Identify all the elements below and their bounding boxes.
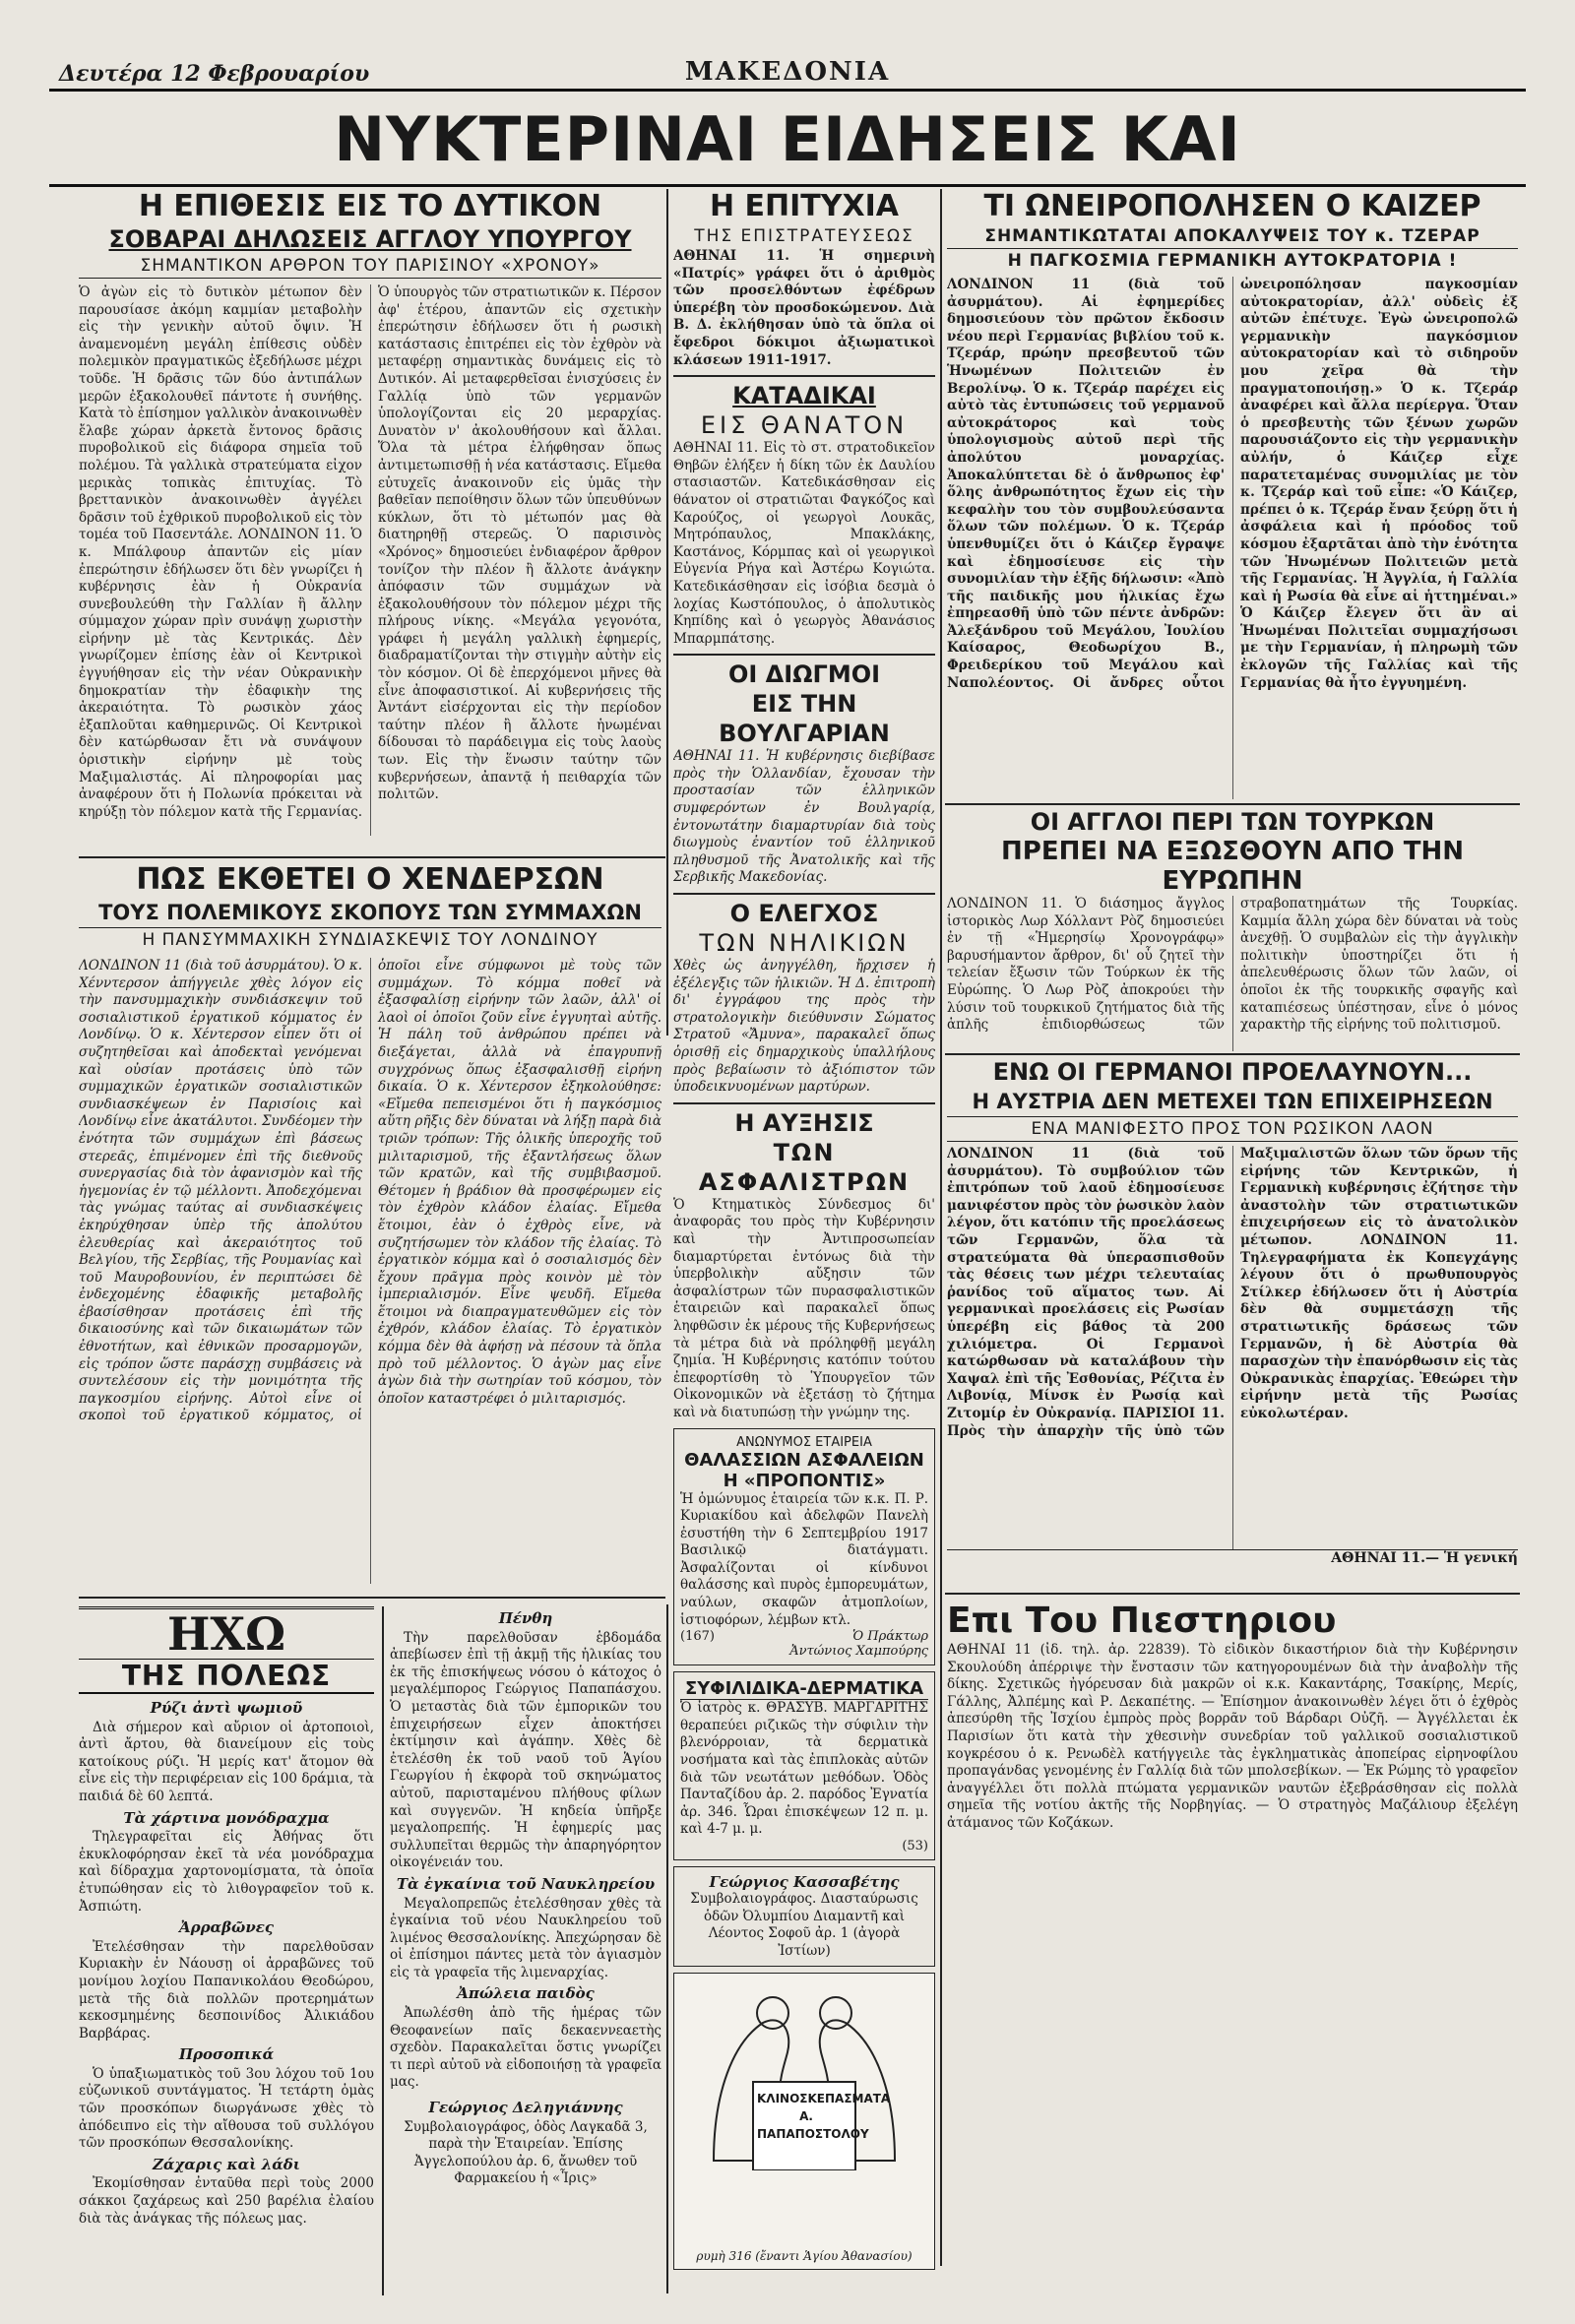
blankets-ad: [673, 1973, 935, 2270]
article-title: Η ΕΠΙΘΕΣΙΣ ΕΙΣ ΤΟ ΔΥΤΙΚΟΝ: [138, 189, 602, 223]
echo-column: [79, 1606, 374, 2295]
echo-items: [79, 1700, 374, 2228]
article-body: Ὁ ἀγὼν εἰς τὸ δυτικὸν μέτωπον δὲν παρουσίασε ἀκόμη καμμίαν μεταβολὴν εἰς τὴν γενικὴν αὐτοῦ ὄψιν. Ἡ ἀναμενομένη μεγάλη ἐπίθεσις οὐδὲν πολεμικὸν πραγματικῶς ἐξεδήλωσε μέχρι τοῦδε. Ἡ δρᾶσις τῶν δύο ἀντιπάλων μερῶν ἐξακολουθεῖ πάντοτε ἡ συνήθης. Κατὰ τὸ ἐπίσημον γαλλικὸν ἀνακοινωθὲν ἔλαβε χώραν ἀρκετὰ ἔντονος δρᾶσις πυροβολικοῦ εἰς διάφορα σημεῖα τοῦ πολέμου. Τὰ γαλλικὰ στρατεύματα εἰχον μερικὰς τοπικὰς ἐπιτυχίας. Τὸ βρεττανικὸν ἀνακοινωθὲν ἀγγέλει δρᾶσιν τοῦ ἐχθρικοῦ πυροβολικοῦ εἰς τὸν τομέα τοῦ Πασεντάλε. ΛΟΝΔΙΝΟΝ 11. Ὁ κ. Μπάλφουρ ἀπαντῶν εἰς μίαν ἐπερώτησιν ἐδήλωσεν ὅτι δὲν γνωρίζει ἡ κυβέρνησις ἐὰν ἡ Οὐκρανία συνεβουλεύθη τὴν Γαλλίαν ἢ ἄλλην σύμμαχον χώραν πρὶν συνάψῃ χωριστὴν εἰρήνην μὲ τὰς Κεντρικάς. Δὲν γνωρίζομεν ἐπίσης ἐὰν οἱ Κεντρικοὶ ἐγγυήθησαν εἰς τὴν νέαν Οὐκρανικὴν δημοκρατίαν τὴν ἐδαφικὴν της ἀκεραιότητα. Τὸ ρωσικὸν χάος ἐξαπλοῦται καθημερινῶς. Οἱ Κεντρικοὶ δὲν κατώρθωσαν ἔτι νὰ συνάψουν ὁριστικὴν εἰρήνην μὲ τοὺς Μαξιμαλιστάς. Αἱ πληροφορίαι μας ἀναφέρουν ὅτι ἡ Πολωνία πρόκειται νὰ κηρύξῃ τὸν πόλεμον κατὰ τῆς Γερμανίας. Ὁ ὑπουργὸς τῶν στρατιωτικῶν κ. Πέρσον ἀφ' ἑτέρου, ἀπαντῶν εἰς σχετικὴν ἐπερώτησιν ἐδήλωσεν ὅτι ἡ ρωσικὴ κατάστασις ἐπιτρέπει εἰς τὸν ἐχθρὸν νὰ μεταφέρῃ σημαντικὰς δυνάμεις εἰς τὸ Δυτικόν. Αἱ μεταφερθεῖσαι ἐνισχύσεις ἐν Γαλλίᾳ ὑπὸ τῶν γερμανῶν ὑπολογίζονται εἰς 20 μεραρχίας. Δυνατὸν ν' ἀκολουθήσουν καὶ ἄλλαι. Ὅλα τὰ μέτρα ἐλήφθησαν ὅπως ἀντιμετωπισθῇ ἡ νέα κατάστασις. Εἴμεθα εὐτυχεῖς ἀνακοινοῦν εἰς ὑμᾶς τὴν βαθεῖαν πεποίθησιν ὅλων τῶν ὑπευθύνων κύκλων, ὅτι τὸ μέτωπόν μας θὰ διατηρηθῇ στερεῶς. Ὁ παρισινὸς «Χρόνος» δημοσιεύει ἐνδιαφέρον ἄρθρον τονίζον τὴν πλέον ἢ ἄλλοτε ἀνάγκην ἀπόφασιν τῶν συμμάχων νὰ ἐξακολουθήσουν τὸν πόλεμον μέχρι τῆς πλήρους νίκης. «Μεγάλα γεγονότα, γράφει ἡ μεγάλη γαλλικὴ ἐφημερίς, διαδραματίζονται τὴν στιγμὴν αὐτὴν εἰς τὸν κόσμον. Οἱ δὲ ἐπερχόμενοι μῆνες θὰ εἶνε ἀποφασιστικοί. Αἱ κυβερνήσεις τῆς Ἀντάντ εἰσέρχονται εἰς τὴν περίοδον ταύτην πλέον ἢ ἄλλοτε ἡνωμέναι δίδουσαι τὸ παράδειγμα εἰς τοὺς λαοὺς των. Εἰς τὴν ἕνωσιν ταύτην τῶν κυβερνήσεων, ἀπαντᾷ ἡ πειθαρχία τῶν πολιτῶν.: [79, 284, 662, 820]
article-subtitle-secondary: ΣΗΜΑΝΤΙΚΟΝ ΑΡΘΡΟΝ ΤΟΥ ΠΑΡΙΣΙΝΟΥ «ΧΡΟΝΟΥ»: [79, 254, 662, 279]
article-press: [947, 1601, 1518, 2290]
column-rule: [382, 1606, 384, 2295]
ad-title: ΘΑΛΑΣΣΙΩΝ ΑΣΦΑΛΕΙΩΝ: [684, 1449, 924, 1471]
ad-company-type: ΑΝΩΝΥΜΟΣ ΕΤΑΙΡΕΙΑ: [736, 1434, 872, 1450]
ad-product-name: ΚΛΙΝΟΣΚΕΠΑΣΜΑΤΑ: [757, 2092, 891, 2106]
column-rule: [940, 189, 942, 2266]
article-title: ΟΙ ΔΙΩΓΜΟΙ: [727, 660, 881, 689]
ad-seller-name: Α. ΠΑΠΑΠΟΣΤΟΛΟΥ: [757, 2109, 869, 2142]
section-divider: [79, 1597, 665, 1599]
insurance-ad: [673, 1428, 935, 1666]
article-title: Ο ΕΛΕΓΧΟΣ: [729, 900, 879, 928]
article-title-secondary: ΠΡΕΠΕΙ ΝΑ ΕΞΩΣΘΟΥΝ ΑΠΟ ΤΗΝ ΕΥΡΩΠΗΝ: [1001, 837, 1464, 896]
article-subtitle-secondary: ΕΝΑ ΜΑΝΙΦΕΣΤΟ ΠΡΟΣ ΤΟΝ ΡΩΣΙΚΟΝ ΛΑΟΝ: [947, 1116, 1518, 1142]
article-subtitle: ΤΟΥΣ ΠΟΛΕΜΙΚΟΥΣ ΣΚΟΠΟΥΣ ΤΩΝ ΣΥΜΜΑΧΩΝ: [79, 898, 662, 928]
ad-title-name: Η «ΠΡΟΠΟΝΤΙΣ»: [723, 1470, 886, 1491]
article-body: ΑΘΗΝΑΙ 11. Ἡ κυβέρνησις διεβίβασε πρὸς τὴν Ὁλλανδίαν, ἔχουσαν τὴν προστασίαν τῶν ἑλληνικῶν συμφερόντων ἐν Βουλγαρίᾳ, ἐντονωτάτην διαμαρτυρίαν διὰ τοὺς διωγμοὺς ἐναντίον τοῦ ἑλληνικοῦ πληθυσμοῦ τῆς Ἀνατολικῆς καὶ τῆς Σερβικῆς Μακεδονίας.: [673, 748, 935, 886]
article-body: ΑΘΗΝΑΙ 11. Εἰς τὸ στ. στρατοδικεῖον Θηβῶν ἐλήξεν ἡ δίκη τῶν ἐκ Δαυλίου στασιαστῶν. Κατεδικάσθησαν εἰς θάνατον οἱ στρατιῶται Φαγκόζος καὶ Καρούζος, οἱ γεωργοὶ Λουκᾶς, Μητρόπαυλος, Μπακλάκης, Καστάνος, Κόρμπας καὶ οἱ γεωργικοὶ Εὐγενία Ρήγα καὶ Ἀστέρω Κογιώτα. Κατεδικάσθησαν εἰς ἰσόβια δεσμὰ ὁ λοχίας Κωστόπουλος, ὁ ἀπολυτικὸς Κηπίδης καὶ ὁ γεωργὸς Ἀθανάσιος Μπαρμπάτσης.: [673, 440, 935, 647]
article-title: ΕΝΩ ΟΙ ΓΕΡΜΑΝΟΙ ΠΡΟΕΛΑΥΝΟΥΝ...: [992, 1058, 1473, 1086]
echo-item-text: Ἐκομίσθησαν ἐνταῦθα περὶ τοὺς 2000 σάκκοι ζαχάρεως καὶ 250 βαρέλια ἐλαίου διὰ τὰς ἀνάγκας τῆς πόλεως μας.: [79, 2175, 374, 2227]
article-body: ΑΘΗΝΑΙ 11. Ἡ σημερινὴ «Πατρίς» γράφει ὅτι ὁ ἀριθμὸς τῶν προσελθόντων ἐφέδρων ὑπερέβη τὸν προσδοκώμενον. Διὰ Β. Δ. ἐκλήθησαν ὑπὸ τὰ ὅπλα οἱ ἔφεδροι δόκιμοι ἀξιωματικοὶ κλάσεων 1911-1917.: [673, 248, 935, 368]
section-divider: [945, 1593, 1520, 1595]
article-title: ΤΙ ΩΝΕΙΡΟΠΟΛΗΣΕΝ Ο ΚΑΙΖΕΡ: [983, 189, 1481, 223]
echo-item-text: Ὁ ὑπαξιωματικὸς τοῦ 3ου λόχου τοῦ 1ου εὐζωνικοῦ συντάγματος. Ἡ τετάρτη ὁμὰς τῶν προσκόπων διωργάνωσε χθὲς τὸ ἀπόδειπνο εἰς τὴν αἴθουσα τοῦ συλλόγου τῶν προσκόπων Θεσσαλονίκης.: [79, 2065, 374, 2152]
article-turks: [947, 807, 1518, 1051]
news-text: Μεγαλοπρεπῶς ἐτελέσθησαν χθὲς τὰ ἐγκαίνια τοῦ νέου Ναυκληρείου τοῦ λιμένος Θεσσαλονίκης. Ἀπεχώρησαν δὲ οἱ ἐπίσημοι πάντες μετὰ τὸν ἁγιασμὸν εἰς τὰ γραφεῖα τῆς λιμεναρχίας.: [390, 1895, 662, 1980]
article-subtitle-secondary: Η ΠΑΓΚΟΣΜΙΑ ΓΕΡΜΑΝΙΚΗ ΑΥΤΟΚΡΑΤΟΡΙΑ !: [1007, 251, 1458, 271]
notary-ad-name: Γεώργιος Δεληγιάννης: [428, 2099, 623, 2117]
echo-title: ΗΧΩ: [79, 1606, 374, 1660]
article-body: ΛΟΝΔΙΝΟΝ 11 (διὰ τοῦ ἀσυρμάτου). Ὁ κ. Χένντερσον ἀπήγγειλε χθὲς λόγον εἰς τὴν πανσυμμαχικὴν συνδιάσκεψιν τοῦ σοσιαλιστικοῦ ἐργατικοῦ κόμματος ἐν Λονδίνῳ. Ὁ κ. Χέντερσον εἶπεν ὅτι οἱ συζητηθεῖσαι καὶ ἀποδεκταὶ γενόμεναι καὶ οὐσίαν προτάσεις ὑπὸ τῶν συμμαχικῶν ἐργατικῶν σοσιαλιστικῶν συνδιασκέψεων ἐν Παρισίοις καὶ Λονδίνῳ εἶνε ἀκατάλυτοι. Συνδέομεν τὴν ἐνότητα τῶν συμμάχων ἐπὶ βάσεως στερεᾶς, ἐπιμένομεν ἐπὶ τῆς διεθνοῦς συνεργασίας διὰ τὸν ἀφανισμὸν καὶ τῆς ἡγεμονίας ἐν τῷ μέλλοντι. Ἀποδεχόμεναι τὰς γνώμας ταύτας αἱ συνδιασκέψεις ἐκηρύχθησαν ὑπὲρ τῆς ἀπολύτου ἐλευθερίας καὶ ἀκεραιότητος τοῦ Βελγίου, τῆς Σερβίας, τῆς Ρουμανίας καὶ τοῦ Μαυροβουνίου, ἐν περιπτώσει δὲ ἐνδεχομένης ἐδαφικῆς μεταβολῆς ἐβασίσθησαν προτάσεις ἐπὶ τῆς δικαιοσύνης καὶ τῶν δικαιωμάτων τῶν ἐθνοτήτων, καὶ ἐθνικῶν προσαρμογῶν, εἰς τρόπον ὥστε παράσχῃ συμβάσεις νὰ συντελέσουν εἰς τὴν μονιμότητα τῆς παγκοσμίου εἰρήνης. Αὐτοὶ εἶνε οἱ σκοποὶ τοῦ ἐργατικοῦ κόμματος, οἱ ὁποῖοι εἶνε σύμφωνοι μὲ τοὺς τῶν συμμάχων. Τὸ κόμμα ποθεῖ νὰ ἐξασφαλίσῃ εἰρήνην τῶν λαῶν, ἀλλ' οἱ λαοὶ οἱ ὁποῖοι ζοῦν εἶνε ἐγγυηταὶ αὐτῆς. Ἡ πάλη τοῦ ἀνθρώπου πρέπει νὰ διεξάγεται, ἀλλὰ νὰ ἐπαγρυπνῇ συγχρόνως ὅπως ἐξασφαλισθῇ εἰρήνη δικαία. Ὁ κ. Χέντερσον ἐξηκολούθησε: «Εἴμεθα πεπεισμένοι ὅτι ἡ παγκόσμιος αὕτη ρῆξις δὲν δύναται νὰ λήξῃ παρὰ διὰ τριῶν τρόπων: Τῆς ὁλικῆς ὑπεροχῆς τοῦ μιλιταρισμοῦ, τῆς ἐξαντλήσεως ὅλων τῶν κρατῶν, καὶ τῆς συμβιβασμοῦ. Θέτομεν ἡ βράδιον θὰ προσφέρωμεν εἰς τὸν ἐχθρὸν κλάδον ἐλαίας. Εἴμεθα ἕτοιμοι, ἐὰν ὁ ἐχθρὸς εἶνε, νὰ συζητήσωμεν τὸν κλάδον τῆς ἐλαίας. Τὸ ἐργατικὸν κόμμα καὶ ὁ σοσιαλισμός δὲν ἔχουν πρᾶγμα πρὸς κοινὸν μὲ τὸν ἰμπεριαλισμόν. Εἶνε ψευδῆ. Εἴμεθα ἕτοιμοι νὰ διαπραγματευθῶμεν εἰς τὸν ἐχθρόν, κλάδον ἐλαίας. Τὸ ἐργατικὸν κόμμα δὲν θὰ ἀφήσῃ νὰ πέσουν τὰ ὅπλα πρὸ τοῦ μέλλοντος. Ὁ ἀγὼν μας εἶνε ἀγὼν διὰ τὴν σωτηρίαν τοῦ κόσμου, τὸν ὁποῖον καταστρέφει ὁ μιλιταρισμός.: [79, 958, 662, 1424]
article-title: ΠΩΣ ΕΚΘΕΤΕΙ Ο ΧΕΝΔΕΡΣΩΝ: [136, 862, 604, 897]
ad-address: ρυμὴ 316 (ἔναντι Ἁγίου Ἀθανασίου): [696, 2249, 913, 2264]
ad-title: ΣΥΦΙΛΙΔΙΚΑ-ΔΕΡΜΑΤΙΚΑ: [680, 1678, 928, 1700]
article-kaiser: [947, 189, 1518, 799]
section-divider: [945, 1053, 1520, 1055]
ad-text: Συμβολαιογράφος. Διασταύρωσις ὁδῶν Ὀλυμπίου Διαμαντῆ καὶ Λέοντος Σοφοῦ ἀρ. 1 (ἀγορὰ Ἰστίων): [690, 1891, 918, 1959]
article-germans-advance: [947, 1057, 1518, 1589]
echo-item-head: Ἀρραβῶνες: [178, 1918, 275, 1937]
column-rule: [666, 189, 668, 1036]
article-title: ΚΑΤΑΔΙΚΑΙ: [732, 382, 876, 410]
echo-item-head: Τὰ χάρτινα μονόδραχμα: [123, 1808, 330, 1827]
news-text: Τὴν παρελθοῦσαν ἑβδομάδα ἀπεβίωσεν ἐπὶ τῇ ἀκμῇ τῆς ἡλικίας του ἐκ τῆς ἐπισκήψεως νόσου ὁ κάτοχος ὁ μεγαλέμπορος Γεώργιος Παπαπάσχου. Ὁ μεταστὰς διὰ τῶν ἐμπορικῶν του ἐπιχειρήσεων εἶχεν ἀποκτήσει ἐκτίμησιν καὶ ἀγάπην. Χθὲς δὲ ἐτελέσθη ἐκ τοῦ ναοῦ τοῦ Ἁγίου Γεωργίου ἡ ἐκφορὰ τοῦ σκηνώματος αὐτοῦ, παρισταμένου πλήθους φίλων καὶ συγγενῶν. Ἡ κηδεία ὑπῆρξε μεγαλοπρεπής. Ἡ ἐφημερίς μας συλλυπεῖται θερμῶς τὴν ἀπαρηγόρητον οἰκογένειάν του.: [390, 1629, 662, 1871]
article-title: Η ΑΥΞΗΣΙΣ: [734, 1108, 874, 1137]
ad-name: Γεώργιος Κασσαβέτης: [709, 1873, 900, 1891]
notary-ad-text: Συμβολαιογράφος, ὁδὸς Λαγκαδᾶ 3, παρὰ τὴν Ἑταιρείαν. Ἐπίσης Ἀγγελοπούλου ἀρ. 6, ἄνωθεν τοῦ Φαρμακείου ἡ «Ἶρις»: [404, 2118, 648, 2187]
article-title: Επι Του Πιεστηριου: [947, 1601, 1337, 1641]
news-head-lost-child: Ἀπώλεια παιδὸς: [457, 1984, 595, 2003]
echo-item-head: Προσοπικά: [178, 2045, 275, 2064]
article-title: Η ΕΠΙΤΥΧΙΑ: [709, 189, 899, 223]
masthead: [49, 57, 1526, 87]
article-continuation: ΑΘΗΝΑΙ 11.— Ἡ γενική: [947, 1549, 1518, 1566]
issue-date: Δευτέρα 12 Φεβρουαρίου: [59, 61, 370, 87]
article-body: ΛΟΝΔΙΝΟΝ 11 (διὰ τοῦ ἀσυρμάτου). Αἱ ἐφημερίδες δημοσιεύουν τὸν πρῶτον ἔκδοσιν νέου περὶ Γερμανίας βιβλίου τοῦ κ. Τζεράρ, πρώην πρεσβευτοῦ τῶν Ἡνωμένων Πολιτειῶν ἐν Βερολίνῳ. Ὁ κ. Τζεράρ παρέχει εἰς αὐτὸ τὰς ἐντυπώσεις τοῦ γερμανοῦ αὐτοκράτορος καὶ τοὺς ὑπολογισμοὺς αὐτοῦ περὶ τῆς ἀπολύτου μοναρχίας. Ἀποκαλύπτεται δὲ ὁ ἄνθρωπος ἐφ' ὅλης ἀνθρωπότητος ἔχων εἰς τὴν κεφαλὴν του τὸν συμβουλεύσαντα ὅλων τῶν πολέμων. Ὁ κ. Τζεράρ ὑπενθυμίζει ὅτι ὁ Κάιζερ ἔγραψε καὶ ἐδημοσίευσε εἰς τὴν συνομιλίαν τὴν ἑξῆς δήλωσιν: «Ἀπὸ τῆς παιδικῆς μου ἡλικίας ἔχω ἐπηρεασθῆ ὑπὸ τῶν πέντε ἀνδρῶν: Ἀλεξάνδρου τοῦ Μεγάλου, Ἰουλίου Καίσαρος, Θεοδωρίχου Β., Φρειδερίκου τοῦ Μεγάλου καὶ Ναπολέοντος. Οἱ ἄνδρες οὗτοι ὠνειροπόλησαν παγκοσμίαν αὐτοκρατορίαν, ἀλλ' οὐδεὶς ἐξ αὐτῶν ἐπέτυχε. Ἐγὼ ὠνειροπολῶ γερμανικὴν παγκόσμιον αὐτοκρατορίαν καὶ τὸ σιδηροῦν μου χεῖρα θὰ τὴν πραγματοποιήσῃ.» Ὁ κ. Τζεράρ ἀναφέρει καὶ ἄλλα περίεργα. Ὅταν ὁ πρεσβευτὴς τῶν ξένων χωρῶν παρουσιάζοντο εἰς τὴν γερμανικὴν αὐλήν, ὁ Κάιζερ εἶχε παρατεταμένας συνομιλίας με τὸν κ. Τζεράρ καὶ τοῦ εἶπε: «Ὁ Κάιζερ, πρέπει ὁ κ. Τζεράρ ἔναν ξεύρῃ ὅτι ἡ ἀσφάλεια καὶ ἡ πρόοδος τοῦ κόσμου ἐξαρτᾶται ἀπὸ τὴν ἑνότητα τῶν Ἡνωμένων Πολιτειῶν μετὰ τῆς Γερμανίας. Ἡ Ἀγγλία, ἡ Γαλλία καὶ ἡ Ρωσία θὰ εἶνε αἱ ἡττημέναι.» Ὁ Κάιζερ ἔλεγεν ὅτι ἂν αἱ Ἡνωμέναι Πολιτεῖαι συμμαχήσωσι με τὴν Γερμανίαν, ἡ πληρωμὴ τῶν ἐκλογῶν τῆς Γαλλίας καὶ τῆς Γερμανίας θὰ ἦτο ἐγγυημένη.: [947, 277, 1518, 691]
column-rule: [666, 1604, 668, 2293]
article-subtitle: ΣΗΜΑΝΤΙΚΩΤΑΤΑΙ ΑΠΟΚΑΛΥΨΕΙΣ ΤΟΥ κ. ΤΖΕΡΑΡ: [947, 224, 1518, 249]
article-body: Χθὲς ὡς ἀνηγγέλθη, ἤρχισεν ἡ ἐξέλεγξις τῶν ἡλικιῶν. Ἡ Δ. ἐπιτροπὴ δι' ἐγγράφου της πρὸς τὴν στρατολογικὴν διεύθυνσιν Σώματος Στρατοῦ «Ἄμυνα», παρακαλεῖ ὅπως ὁρισθῇ εἰς δημαρχικοὺς ὑπαλλήλους πρὸς βεβαίωσιν τὸ ἀξιόπιστον τῶν ὑποδεικνυομένων μαρτύρων.: [673, 958, 935, 1096]
ad-text: Ἡ ὁμώνυμος ἑταιρεία τῶν κ.κ. Π. Ρ. Κυριακίδου καὶ ἀδελφῶν Πανελὴ ἐσυστήθη τὴν 6 Σεπτεμβρίου 1917 Βασιλικῷ διατάγματι. Ἀσφαλίζονται οἱ κίνδυνοι θαλάσσης καὶ πυρὸς ἐμπορευμάτων, ναύλων, σκαφῶν ἀτμοπλοίων, ἱστιοφόρων, λέμβων κτλ.: [680, 1490, 928, 1628]
article-subtitle: ΕΙΣ ΤΗΝ ΒΟΥΛΓΑΡΙΑΝ: [719, 690, 890, 748]
news-head-mourning: Πένθη: [498, 1609, 553, 1627]
echo-item-text: Διὰ σήμερον καὶ αὔριον οἱ ἀρτοποιοὶ, ἀντὶ ἄρτου, θὰ διανείμουν εἰς τοὺς κατοίκους ρύζι. Ἡ μερίς κατ' ἄτομον θὰ εἶνε εἰς τὴν περιφέρειαν εἰς 100 δράμια, τὰ παιδιά δὲ 60 λεπτά.: [79, 1719, 374, 1804]
middle-column: [673, 189, 935, 2286]
article-body: ΑΘΗΝΑΙ 11 (ἰδ. τηλ. ἀρ. 22839). Τὸ εἰδικὸν δικαστήριον διὰ τὴν Κυβέρνησιν Σκουλούδη ἀπέρριψε τὴν ἔνστασιν τῶν κατηγορουμένων διὰ τὴν ἀναβολὴν τῆς δίκης. Σχετικῶς ἠγόρευσαν διὰ μακρῶν οἱ κ.κ. Κακαντάρης, Τσακίρης, Μερίς, Γάλλης, Ἀλπέμης καὶ Ρ. Δεκαπέτης. — Ἐπίσημον ἀνακοινωθὲν λέγει ὅτι ὁ ἐχθρὸς ἀπεσύρθη τῆς Ἰσχίου ἐμπρὸς πρὸς βορρᾶν τοῦ Βάρδαρι Οὐζῆ. — Ἀγγέλλεται ἐκ Παρισίων ὅτι κατὰ τὴν χθεσινὴν συνεδρίαν τοῦ γαλλικοῦ σοσιαλιστικοῦ κογκρέσου ὁ κ. Ρενωδὲλ κατήγγειλε τὰς ἐγκληματικὰς ἀποπείρας εἰρηνοφίλου προπαγάνδας γενομένης ἐν Γαλλίᾳ διὰ τῶν μπολσεβίκων. — Ἐκ Ρώμης τὸ γραφεῖον ἀναγγέλλει ὅτι πολλὰ πτώματα γερμανικῶν ναυτῶν ἐξεβράσθησαν εἰς πολλὰ σημεῖα τῆς νοτίου ἀκτῆς τῆς Νορβηγίας. — Ὁ στρατηγὸς Μαζάλιουρ ἐξελέγη ἀτάμανος τῶν Κοζάκων.: [947, 1642, 1518, 1831]
article-body: Ὁ Κτηματικὸς Σύνδεσμος δι' ἀναφορᾶς του πρὸς τὴν Κυβέρνησιν καὶ τὴν Ἀντιπροσωπείαν διαμαρτύρεται ἐντόνως διὰ τὴν ὑπερβολικὴν αὔξησιν τῶν ἀσφαλίστρων τῶν πυρασφαλιστικῶν ἑταιρειῶν καὶ παρακαλεῖ ὅπως ληφθῶσιν ἐκ μέρους τῆς Κυβερνήσεως τὰ μέτρα διὰ νὰ πρόληφθῇ μεγάλη ζημία. Ἡ Κυβέρνησις κατόπιν τούτου ἐπεφορτίσθη τὸ Ὑπουργεῖον τῶν Οἰκονομικῶν νὰ ἐξετάσῃ τὸ ζήτημα καὶ νὰ διατυπώσῃ τὴν γνώμην της.: [673, 1196, 935, 1420]
article-subtitle: ΤΩΝ ΝΗΛΙΚΙΩΝ: [699, 929, 910, 958]
article-subtitle-secondary: Η ΠΑΝΣΥΜΜΑΧΙΚΗ ΣΥΝΔΙΑΣΚΕΨΙΣ ΤΟΥ ΛΟΝΔΙΝΟΥ: [142, 930, 598, 950]
article-subtitle: Η ΑΥΣΤΡΙΑ ΔΕΝ ΜΕΤΕΧΕΙ ΤΩΝ ΕΠΙΧΕΙΡΗΣΕΩΝ: [972, 1090, 1493, 1113]
doctor-ad: [673, 1671, 935, 1860]
ad-number: (53): [902, 1839, 928, 1853]
article-subtitle: ΤΩΝ ΑΣΦΑΛΙΣΤΡΩΝ: [698, 1138, 911, 1196]
ad-sign-name: Ἀντώνιος Χαμπούρης: [789, 1644, 928, 1660]
echo-item-head: Ζάχαρις καὶ λάδι: [152, 2155, 301, 2173]
article-body: ΛΟΝΔΙΝΟΝ 11 (διὰ τοῦ ἀσυρμάτου). Τὸ συμβούλιον τῶν ἐπιτρόπων τοῦ λαοῦ ἐδημοσίευσε μανιφέστον πρὸς τὸν ῥωσικὸν λαὸν λέγον, ὅτι κατόπιν τῆς προελάσεως τῶν Γερμανῶν, ὅλα τὰ στρατεύματα θὰ ὑπερασπισθοῦν τὰς θέσεις των μέχρι τελευταίας ῥανίδος τοῦ αἵματος των. Αἱ γερμανικαὶ προελάσεις εἰς Ρωσίαν ὑπερέβη εἰς βάθος τὰ 200 χιλιόμετρα. Οἱ Γερμανοὶ κατώρθωσαν νὰ καταλάβουν τὴν Χαψαλ ἐπὶ τῆς Ἐσθονίας, Ρέζιτα ἐν Λιβονίᾳ, Μίνσκ ἐν Ρωσίᾳ καὶ Ζιτομίρ ἐν Οὐκρανίᾳ. ΠΑΡΙΣΙΟΙ 11. Πρὸς τὴν ἀπαρχὴν τῆς ὑπὸ τῶν Μαξιμαλιστῶν ὅλων τῶν ὅρων τῆς εἰρήνης τῶν Κεντρικῶν, ἡ Γερμανικὴ κυβέρνησις ἐζήτησε τὴν ἀναστολὴν τῶν στρατιωτικῶν ἐπιχειρήσεων εἰς τὸ ἀνατολικὸν μέτωπον. ΛΟΝΔΙΝΟΝ 11. Τηλεγραφήματα ἐκ Κοπεγχάγης λέγουν ὅτι ὁ πρωθυπουργὸς Στίλκερ ἐδήλωσεν ὅτι ἡ Αὐστρία δὲν θὰ συμμετάσχῃ τῆς στρατιωτικῆς δράσεως τῶν Γερμανῶν, ἡ δὲ Αὐστρία θὰ παρασχὼν τὴν ἐπανόρθωσιν εἰς τὰς Οὐκρανικὰς ἐπαρχίας. Ἐθεώρει τὴν εἰρήνην μετὰ τῆς Ρωσίας εὐκολωτέραν.: [947, 1146, 1518, 1439]
article-title: ΟΙ ΑΓΓΛΟΙ ΠΕΡΙ ΤΩΝ ΤΟΥΡΚΩΝ: [1030, 808, 1435, 836]
section-divider: [945, 803, 1520, 805]
article-subtitle: ΕΙΣ ΘΑΝΑΤΟΝ: [700, 411, 909, 440]
ad-text: Ὁ ἰατρὸς κ. ΘΡΑΣΥΒ. ΜΑΡΓΑΡΙΤΗΣ θεραπεύει ριζικῶς τὴν σύφιλιν τὴν βλενόρροιαν, τὰ δερματικὰ νοσήματα καὶ τὰς ἐπιπλοκὰς αὐτῶν διὰ τῶν νεωτάτων μεθόδων. Ὁδὸς Πανταζίδου ἀρ. 2. παρόδος Ἐγνατία ἀρ. 346. Ὧραι ἐπισκέψεων 12 π. μ. καὶ 4-7 μ. μ.: [680, 1700, 928, 1838]
news-text: Ἀπωλέσθη ἀπὸ τῆς ἡμέρας τῶν Θεοφανείων παῖς δεκαεννεαετὴς σχεδὸν. Παρακαλεῖται ὅστις γνωρίζει τι περὶ αὐτοῦ νὰ εἰδοποιήσῃ τὰ γραφεῖα μας.: [390, 2005, 662, 2091]
article-subtitle: ΣΟΒΑΡΑΙ ΔΗΛΩΣΕΙΣ ΑΓΓΛΟΥ ΥΠΟΥΡΓΟΥ: [108, 225, 632, 253]
echo-subtitle: ΤΗΣ ΠΟΛΕΩΣ: [79, 1660, 374, 1694]
echo-item-head: Ρύζι ἀντὶ ψωμιοῦ: [150, 1699, 303, 1717]
page-banner: ΝΥΚΤΕΡΙΝΑΙ ΕΙΔΗΣΕΙΣ ΚΑΙ: [49, 89, 1526, 187]
news-head-inauguration: Τὰ ἐγκαίνια τοῦ Ναυκληρείου: [396, 1874, 656, 1893]
section-divider: [79, 856, 665, 858]
ad-sign-label: Ὁ Πράκτωρ: [851, 1629, 928, 1645]
article-subtitle: ΤΗΣ ΕΠΙΣΤΡΑΤΕΥΣΕΩΣ: [694, 226, 914, 246]
article-body: ΛΟΝΔΙΝΟΝ 11. Ὁ διάσημος ἄγγλος ἱστορικὸς Λωρ Χόλλαντ Ρὸζ δημοσιεύει ἐν τῇ «Ἡμερησίῳ Χρονογράφῳ» βαρυσήμαντον ἄρθρον, δι' οὗ ζητεῖ τὴν τελείαν ἔξωσιν τῶν Τούρκων ἐκ τῆς Εὐρώπης. Ὁ Λωρ Ρὸζ ἀποκρούει τὴν λύσιν τοῦ τουρκικοῦ ζητήματος διὰ τῆς ἁπλῆς ἐπιδιορθώσεως τῶν στραβοπατημάτων τῆς Τουρκίας. Καμμία ἄλλη χώρα δὲν δύναται νὰ τοὺς ἀνεχθῇ. Ὁ συμβαλὼν εἰς τὴν ἀγγλικὴν πολιτικὴν ὑποστηρίζει ὅτι ἡ ἀπελευθέρωσις ὅλων τῶν λαῶν, οἱ ὁποῖοι ἐκ τῆς τουρκικῆς σφαγῆς καὶ καταπιέσεως ὑπέστησαν, εἶνε ὁ μόνος χαρακτὴρ τῆς εἰρήνης τοῦ πολιτισμοῦ.: [947, 896, 1518, 1034]
echo-item-text: Τηλεγραφεῖται εἰς Ἀθήνας ὅτι ἐκυκλοφόρησαν ἐκεῖ τὰ νέα μονόδραχμα καὶ δίδραχμα χαρτονομίσματα, τὰ ὁποῖα ἐτυπώθησαν εἰς τὸ λιθογραφεῖον τοῦ κ. Ἀσπιώτη.: [79, 1829, 374, 1915]
ad-number: (167): [680, 1629, 715, 1645]
echo-item-text: Ἐτελέσθησαν τὴν παρελθοῦσαν Κυριακὴν ἐν Νάουσῃ οἱ ἀρραβῶνες τοῦ μονίμου λοχίου Παπανικολάου Θεοδώρου, μετὰ τῆς διὰ πολλῶν προτερημάτων κεκοσμημένης δεσποινίδος Ἀλικιάδου Βαρβάρας.: [79, 1938, 374, 2041]
city-news-column: [390, 1606, 662, 2295]
article-attack-west: [79, 189, 662, 850]
article-henderson: [79, 862, 662, 1591]
notary-ad: [673, 1866, 935, 1967]
newspaper-name: ΜΑΚΕΔΟΝΙΑ: [684, 57, 891, 87]
